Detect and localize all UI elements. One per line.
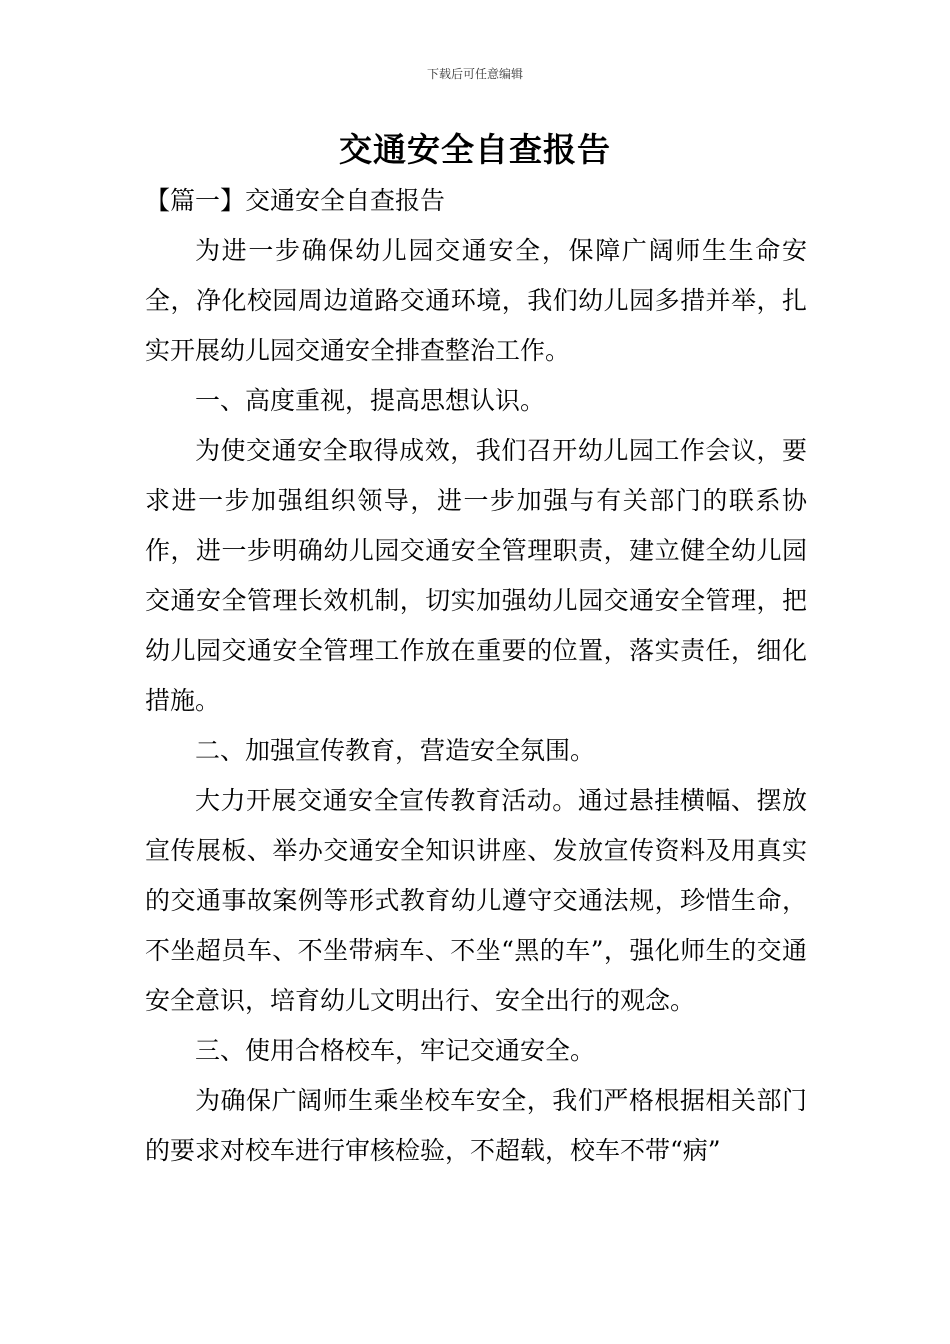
paragraph-section-3: 为确保广阔师生乘坐校车安全，我们严格根据相关部门的要求对校车进行审核检验，不超载，校车不带“病”	[145, 1086, 807, 1165]
section-subtitle: 【篇一】交通安全自查报告	[145, 186, 446, 215]
document-title: 交通安全自查报告	[339, 130, 611, 169]
section-heading-3: 三、使用合格校车，牢记交通安全。	[195, 1036, 596, 1065]
paragraph-section-1: 为使交通安全取得成效，我们召开幼儿园工作会议，要求进一步加强组织领导，进一步加强与有关部门的联系协作，进一步明确幼儿园交通安全管理职责，建立健全幼儿园交通安全管理长效机制，切实加强幼儿园交通安全管理，把幼儿园交通安全管理工作放在重要的位置，落实责任，细化措施。	[145, 436, 807, 715]
header-note: 下载后可任意编辑	[426, 67, 523, 81]
section-heading-1: 一、高度重视，提高思想认识。	[195, 386, 546, 415]
document-body	[145, 176, 807, 1176]
paragraph-intro: 为进一步确保幼儿园交通安全，保障广阔师生生命安全，净化校园周边道路交通环境，我们幼儿园多措并举，扎实开展幼儿园交通安全排查整治工作。	[145, 236, 807, 365]
paragraph-section-2: 大力开展交通安全宣传教育活动。通过悬挂横幅、摆放宣传展板、举办交通安全知识讲座、发放宣传资料及用真实的交通事故案例等形式教育幼儿遵守交通法规，珍惜生命，不坐超员车、不坐带病车、不坐“黑的车”，强化师生的交通安全意识，培育幼儿文明出行、安全出行的观念。	[145, 786, 807, 1015]
section-heading-2: 二、加强宣传教育，营造安全氛围。	[195, 736, 596, 765]
